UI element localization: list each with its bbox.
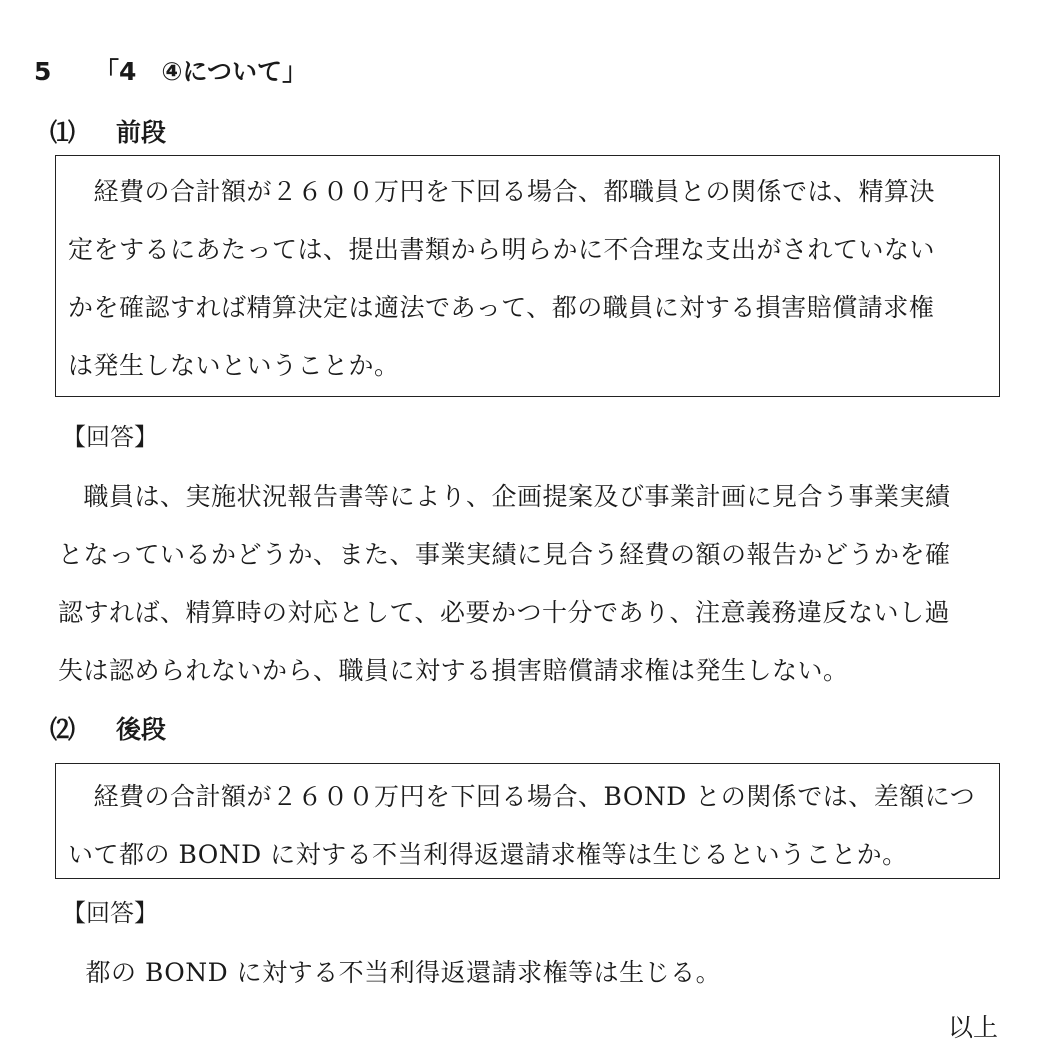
part1-title: 前段 xyxy=(116,118,167,147)
part1-answer-label: 【回答】 xyxy=(62,423,158,451)
part2-answer-label: 【回答】 xyxy=(62,899,158,927)
part1-heading xyxy=(50,113,166,149)
closing-text: 以上 xyxy=(947,1013,998,1042)
part2-heading xyxy=(50,710,166,746)
part1-answer-line: 認すれば、精算時の対応として、必要かつ十分であり、注意義務違反ないし過 xyxy=(58,598,951,627)
part2-question-line: いて都の BOND に対する不当利得返還請求権等は生じるということか。 xyxy=(68,840,908,869)
part1-question-line: 経費の合計額が２６００万円を下回る場合、都職員との関係では、精算決 xyxy=(68,177,936,206)
part1-answer-line: 失は認められないから、職員に対する損害賠償請求権は発生しない。 xyxy=(58,656,849,685)
section-number: 5 xyxy=(34,57,52,86)
section-title: 「4 ④について」 xyxy=(94,57,308,86)
part1-answer-line: となっているかどうか、また、事業実績に見合う経費の額の報告かどうかを確 xyxy=(58,540,951,569)
part2-title: 後段 xyxy=(116,715,167,744)
part2-number: ⑵ xyxy=(50,715,76,744)
part1-number: ⑴ xyxy=(50,118,76,147)
part1-question-line: は発生しないということか。 xyxy=(68,351,400,380)
section-heading xyxy=(34,52,307,88)
part2-question-line: 経費の合計額が２６００万円を下回る場合、BOND との関係では、差額につ xyxy=(68,782,976,811)
part2-answer-line: 都の BOND に対する不当利得返還請求権等は生じる。 xyxy=(60,958,722,987)
part1-answer-line: 職員は、実施状況報告書等により、企画提案及び事業計画に見合う事業実績 xyxy=(58,482,951,511)
part1-question-line: 定をするにあたっては、提出書類から明らかに不合理な支出がされていない xyxy=(68,235,936,264)
part1-question-line: かを確認すれば精算決定は適法であって、都の職員に対する損害賠償請求権 xyxy=(68,293,935,322)
